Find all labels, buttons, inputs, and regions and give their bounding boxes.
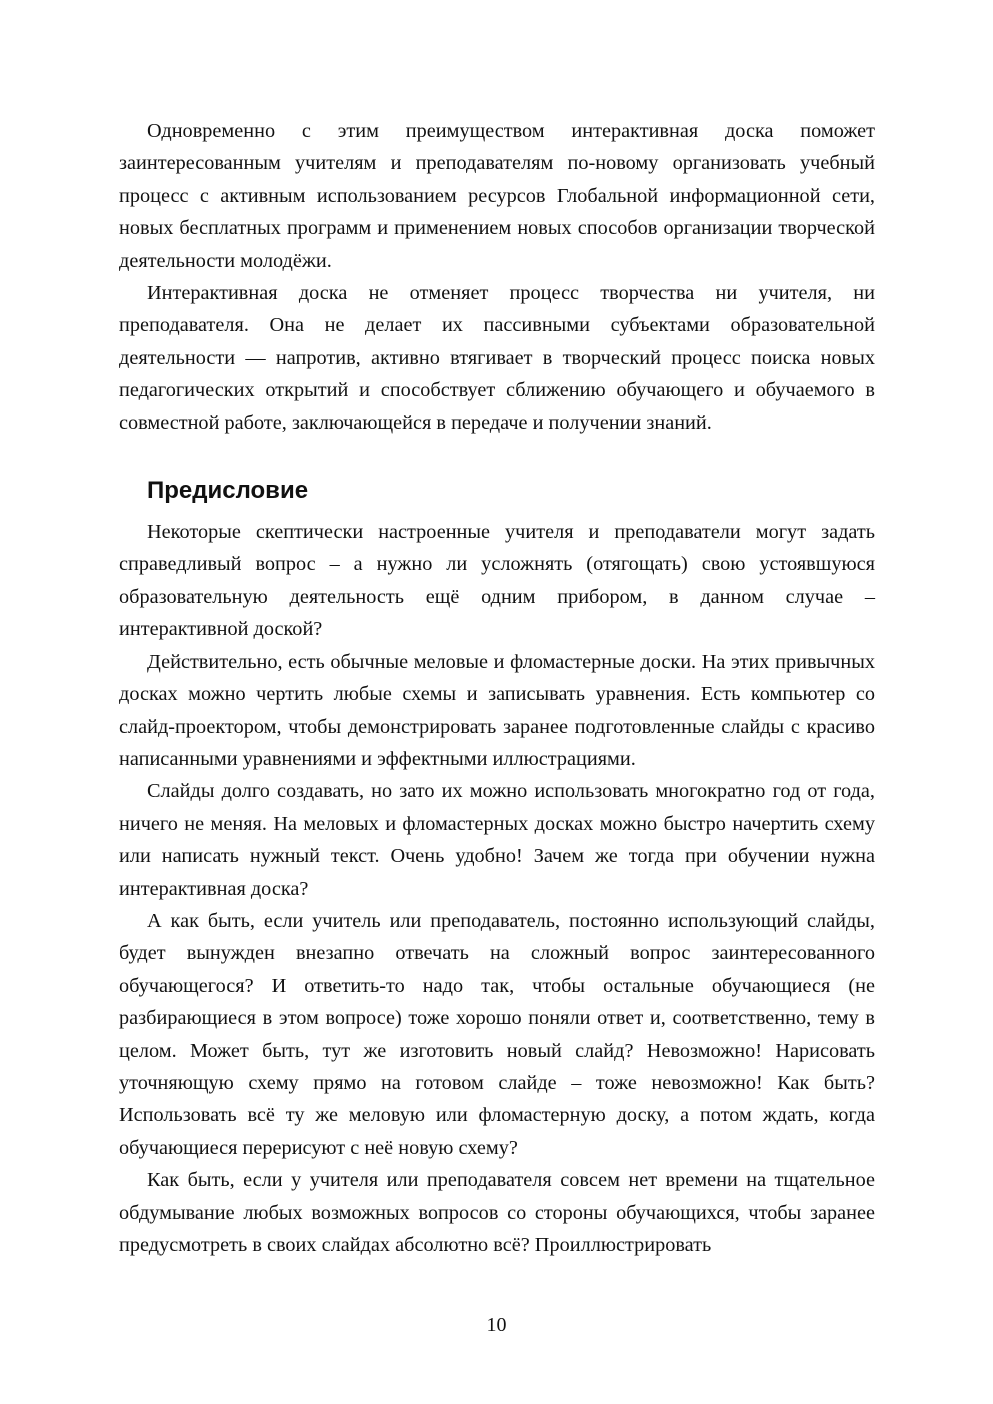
section-paragraph-2: Действительно, есть обычные меловые и фломастерные доски. На этих привычных досках можно чертить любые схемы и записывать уравнения. Есть компьютер со слайд-проектором, чтобы демонстрировать заранее подготовленные слайды с красиво написанными уравнениями и эффектными иллюстрациями. [119, 650, 875, 770]
section-paragraph-4: А как быть, если учитель или преподаватель, постоянно использующий слайды, будет вынужден внезапно отвечать на сложный вопрос заинтересованного обучающегося? И ответить-то надо так, чтобы остальные обучающиеся (не разбирающиеся в этом вопросе) тоже хорошо поняли ответ и, соответственно, тему в целом. Может быть, тут же изготовить новый слайд? Невозможно! Нарисовать уточняющую схему прямо на готовом слайде – тоже невозможно! Как быть? Использовать всё ту же меловую или фломастерную доску, а потом ждать, когда обучающиеся перерисуют с неё новую схему? [119, 909, 875, 1159]
section-paragraph-1: Некоторые скептически настроенные учителя и преподаватели могут задать справедливый вопрос – а нужно ли усложнять (отягощать) свою устоявшуюся образовательную деятельность ещё одним прибором, в данном случае – интерактивной доской? [119, 521, 875, 641]
intro-paragraph-2: Интерактивная доска не отменяет процесс творчества ни учителя, ни преподавателя. Она не делает их пассивными субъектами образовательной деятельности — напротив, активно втягивает в творческий процесс поиска новых педагогических открытий и способствует сближению обучающего и обучаемого в совместной работе, заключающейся в передаче и получении знаний. [119, 282, 875, 434]
page-body [119, 115, 875, 1261]
section-heading: Предисловие [147, 477, 309, 505]
intro-paragraph-1: Одновременно с этим преимуществом интерактивная доска поможет заинтересованным учителям и преподавателям по-новому организовать учебный процесс с активным использованием ресурсов Глобальной информационной сети, новых бесплатных программ и применением новых способов организации творческой деятельности молодёжи. [119, 120, 875, 272]
page-number: 10 [486, 1314, 507, 1336]
section-paragraph-3: Слайды долго создавать, но зато их можно использовать многократно год от года, ничего не меняя. На меловых и фломастерных досках можно быстро начертить схему или написать нужный текст. Очень удобно! Зачем же тогда при обучении нужна интерактивная доска? [119, 780, 875, 900]
section-paragraph-5: Как быть, если у учителя или преподавателя совсем нет времени на тщательное обдумывание любых возможных вопросов со стороны обучающихся, чтобы заранее предусмотреть в своих слайдах абсолютно всё? Проиллюстрировать [119, 1169, 875, 1256]
